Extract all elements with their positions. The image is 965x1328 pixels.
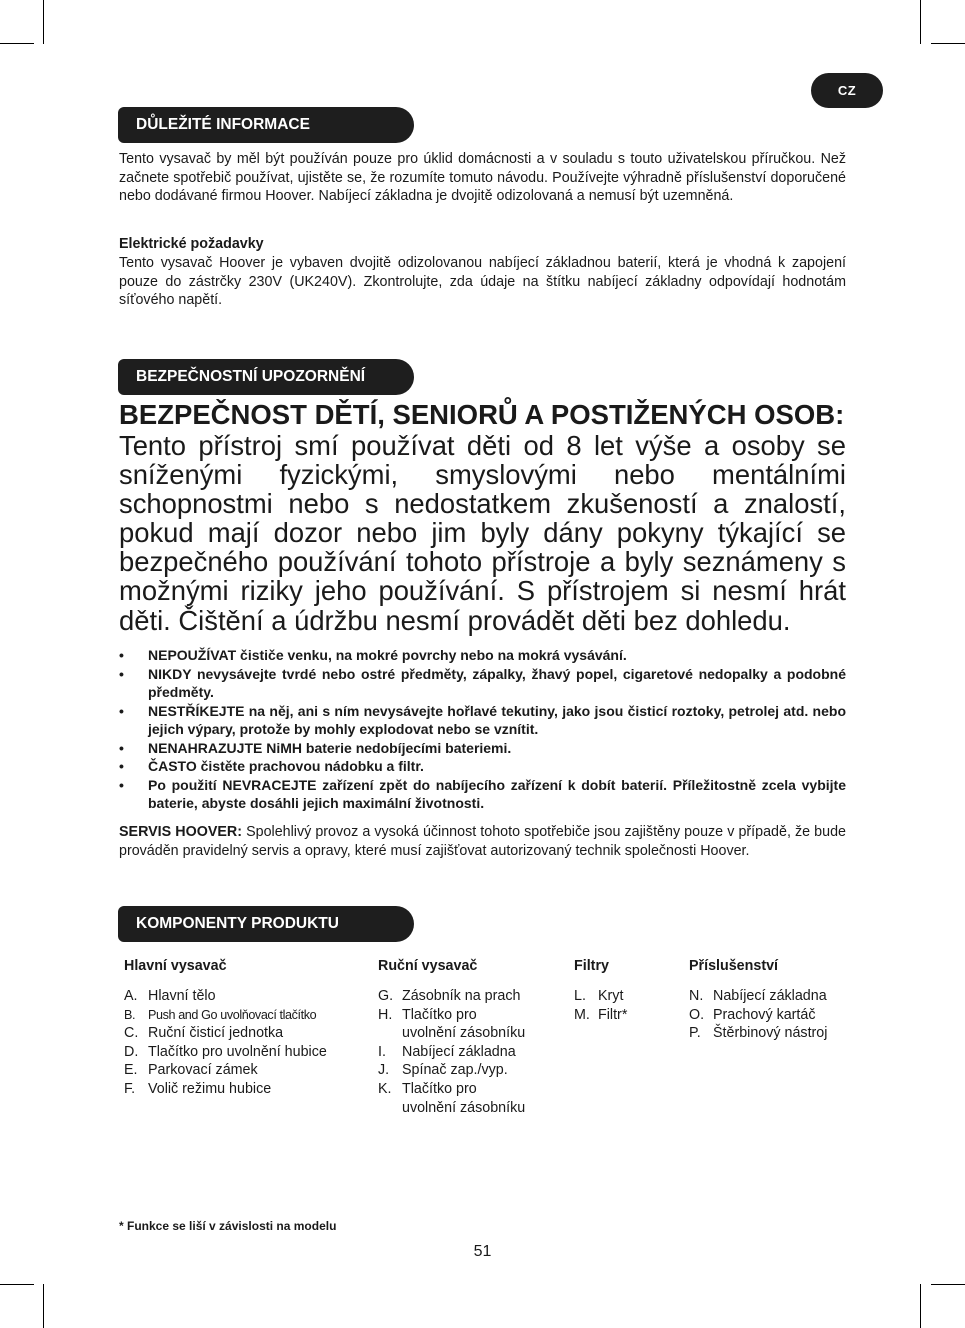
child-safety-heading: BEZPEČNOST DĚTÍ, SENIORŮ A POSTIŽENÝCH OSOB: bbox=[119, 399, 845, 430]
service-label: SERVIS HOOVER: bbox=[119, 824, 242, 840]
column-title: Ruční vysavač bbox=[378, 958, 478, 974]
component-item: M. Filtr* bbox=[574, 1006, 628, 1023]
crop-mark bbox=[43, 0, 44, 44]
important-info-paragraph: Tento vysavač by měl být používán pouze pro úklid domácnosti a v souladu s touto uživatelskou příručkou. Než začnete spotřebič používat, ujistěte se, že rozumíte tomuto návodu. Používejte výhradně příslušenství doporučené nebo dodávané firmou Hoover. Nabíjecí základna je dvojitě odizolovaná a nemusí být uzemněná. bbox=[119, 151, 846, 205]
crop-mark bbox=[920, 1284, 921, 1328]
safety-bullet: • Po použití NEVRACEJTE zařízení zpět do nabíjecího zařízení k dobít baterií. Příležitostně zcela vybijte baterie, abyste dosáhli jejich maximální životnosti. bbox=[119, 776, 846, 813]
service-text: Spolehlivý provoz a vysoká účinnost tohoto spotřebiče jsou zajištěny pouze v případě, že bude prováděn pravidelný servis a opravy, které musí zajišťovat autorizovaný technik společnosti Hoover. bbox=[119, 824, 846, 859]
crop-mark bbox=[931, 1284, 965, 1285]
column-title: Příslušenství bbox=[689, 958, 778, 974]
page-number: 51 bbox=[473, 1243, 492, 1260]
language-badge: CZ bbox=[811, 73, 883, 108]
footnote: * Funkce se liší v závislosti na modelu bbox=[119, 1219, 337, 1233]
safety-bullet: • NEPOUŽÍVAT čističe venku, na mokré povrchy nebo na mokrá vysávání. bbox=[119, 646, 846, 665]
crop-mark bbox=[920, 0, 921, 44]
crop-mark bbox=[43, 1284, 44, 1328]
component-item: F. Volič režimu hubice bbox=[124, 1080, 272, 1097]
component-item: B. Push and Go uvolňovací tlačítko bbox=[124, 1007, 317, 1022]
components-column-filters bbox=[574, 957, 674, 1024]
electrical-requirements-paragraph: Tento vysavač Hoover je vybaven dvojitě odizolovanou nabíjecí základnou baterií, která je vhodná k zapojení pouze do zástrčky 230V (UK240V). Zkontrolujte, zda údaje na štítku nabíjecí základny odpovídají hodnotám síťového napětí. bbox=[119, 255, 846, 309]
component-item: D. Tlačítko pro uvolnění hubice bbox=[124, 1043, 327, 1060]
component-item: P. Štěrbinový nástroj bbox=[689, 1025, 828, 1042]
components-column-handheld bbox=[378, 957, 548, 1117]
component-item: G. Zásobník na prach bbox=[378, 988, 521, 1004]
component-item: J. Spínač zap./vyp. bbox=[378, 1062, 508, 1079]
component-item: L. Kryt bbox=[574, 988, 624, 1004]
safety-bullet: • NIKDY nevysávejte tvrdé nebo ostré předměty, zápalky, žhavý popel, cigaretové nedopalky a podobné předměty. bbox=[119, 665, 846, 702]
crop-mark bbox=[0, 1284, 34, 1285]
crop-mark bbox=[0, 43, 34, 44]
component-item: C. Ruční čisticí jednotka bbox=[124, 1025, 284, 1042]
component-item: I. Nabíjecí základna bbox=[378, 1043, 516, 1060]
component-item: N. Nabíjecí základna bbox=[689, 988, 827, 1004]
components-column-main bbox=[124, 957, 364, 1099]
component-item: E. Parkovací zámek bbox=[124, 1062, 258, 1079]
safety-bullet: • NENAHRAZUJTE NiMH baterie nedobíjecími bateriemi. bbox=[119, 739, 846, 758]
component-item: K. Tlačítko pro uvolnění zásobníku bbox=[378, 1080, 526, 1116]
components-column-accessories bbox=[689, 957, 859, 1043]
component-item: A. Hlavní tělo bbox=[124, 988, 216, 1004]
column-title: Filtry bbox=[574, 958, 609, 974]
section-header-important-info: DŮLEŽITÉ INFORMACE bbox=[118, 107, 414, 143]
section-header-components: KOMPONENTY PRODUKTU bbox=[118, 906, 414, 942]
crop-mark bbox=[931, 43, 965, 44]
safety-bullet: • NESTŘÍKEJTE na něj, ani s ním nevysávejte hořlavé tekutiny, jako jsou čisticí roztoky, petrolej atd. nebo jejich výpary, protože by mohly explodovat nebo se vznítit. bbox=[119, 702, 846, 739]
section-header-safety: BEZPEČNOSTNÍ UPOZORNĚNÍ bbox=[118, 359, 414, 395]
service-paragraph bbox=[119, 823, 846, 860]
component-item: H. Tlačítko pro uvolnění zásobníku bbox=[378, 1006, 526, 1042]
child-safety-text: Tento přístroj smí používat děti od 8 let výše a osoby se sníženými fyzickými, smyslovými nebo mentálními schopnostmi nebo s nedostatkem zkušeností a znalostí, pokud mají dozor nebo jim byly dány pokyny týkající se bezpečného používání tohoto přístroje a byly seznámeny s možnými riziky jeho používání. S přístrojem si nesmí hrát děti. Čištění a údržbu nesmí provádět děti bez dohledu. bbox=[119, 430, 846, 636]
component-item: O. Prachový kartáč bbox=[689, 1006, 816, 1023]
safety-bullet-list bbox=[119, 646, 846, 813]
electrical-requirements-heading: Elektrické požadavky bbox=[119, 236, 264, 252]
column-title: Hlavní vysavač bbox=[124, 958, 227, 974]
safety-bullet: • ČASTO čistěte prachovou nádobku a filtr. bbox=[119, 757, 846, 776]
